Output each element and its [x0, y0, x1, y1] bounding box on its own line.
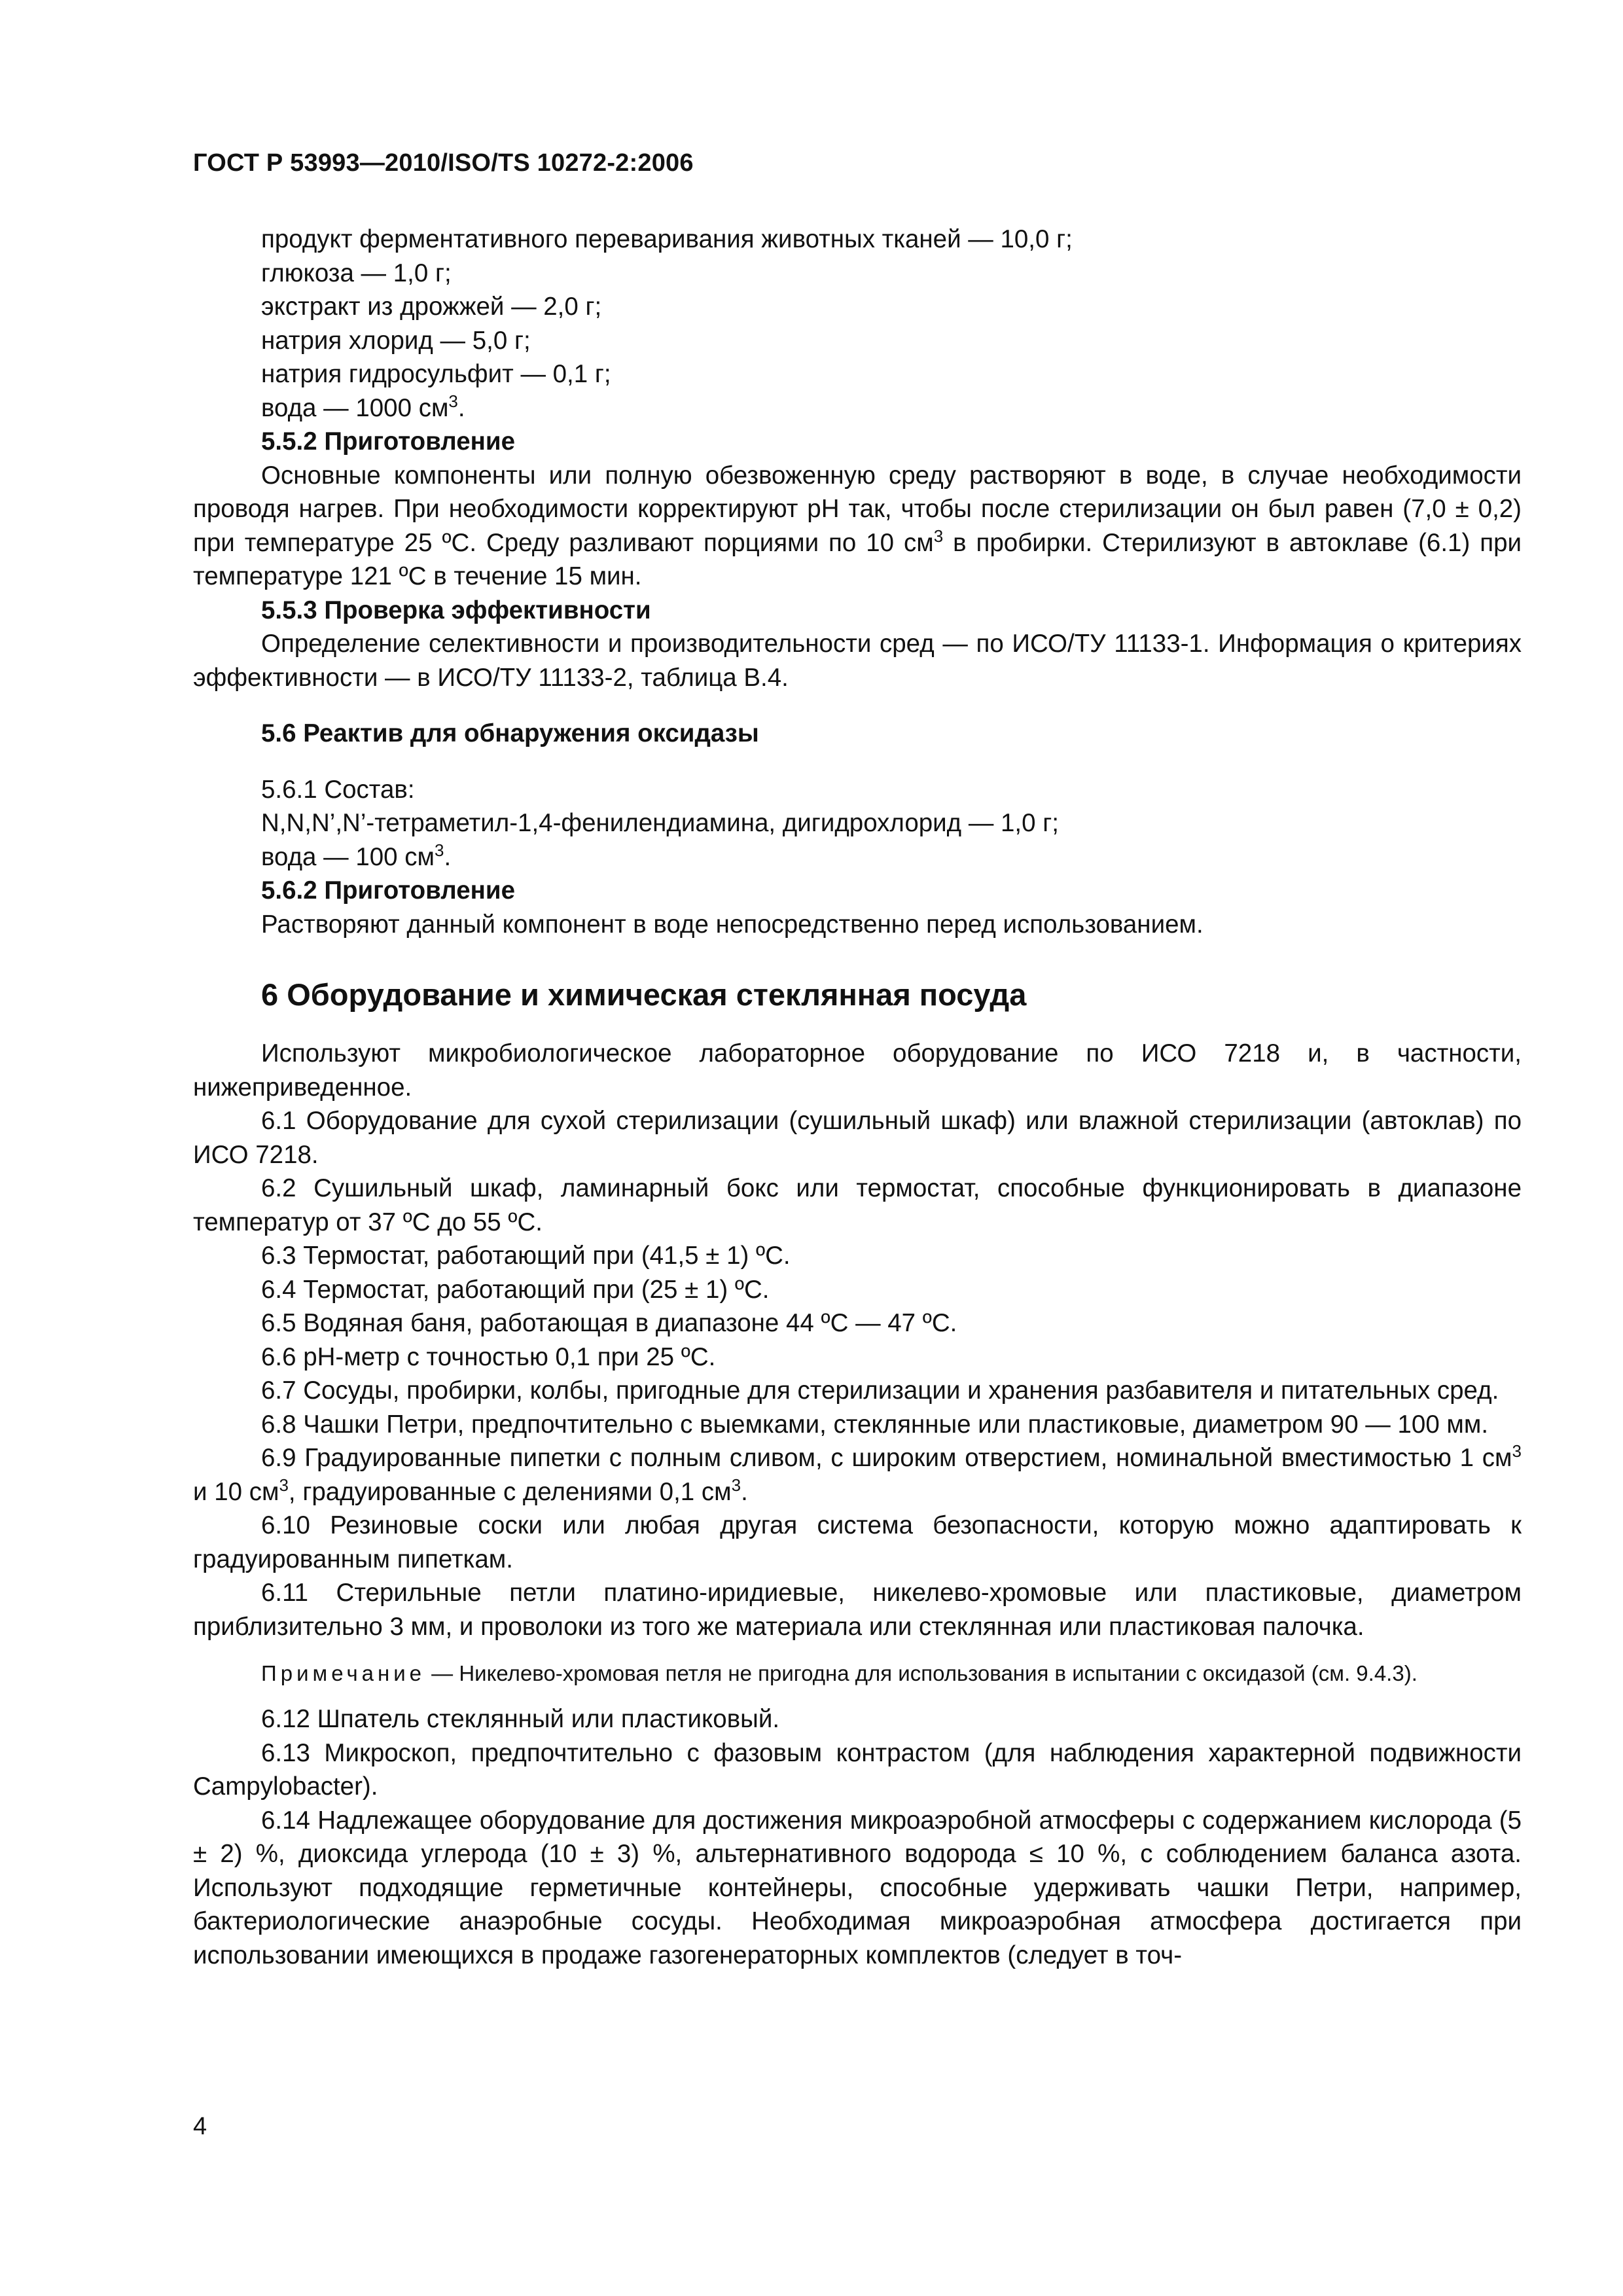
section-5-6-1: 5.6.1 Состав:	[261, 775, 415, 804]
item-6-8: 6.8 Чашки Петри, предпочтительно с выемками, стеклянные или пластиковые, диаметром 90 — 100 мм.	[261, 1410, 1489, 1439]
section-5-5-2-title: 5.5.2 Приготовление	[261, 427, 515, 456]
note-text: — Никелево-хромовая петля не пригодна для использования в испытании с оксидазой (см. 9.4.3).	[425, 1661, 1418, 1685]
item-6-5: 6.5 Водяная баня, работающая в диапазоне 44 ºС — 47 ºС.	[261, 1309, 957, 1337]
composition-item: продукт ферментативного переваривания животных тканей — 10,0 г;	[261, 225, 1073, 253]
item-6-1: 6.1 Оборудование для сухой стерилизации (сушильный шкаф) или влажной стерилизации (автоклав) по ИСО 7218.	[193, 1107, 1522, 1169]
item-6-11: 6.11 Стерильные петли платино-иридиевые, никелево-хромовые или пластиковые, диаметром приблизительно 3 мм, и проволоки из того же материала или стеклянная или пластиковая палочка.	[193, 1579, 1522, 1641]
section-5-5-2-text: Основные компоненты или полную обезвоженную среду растворяют в воде, в случае необходимости проводя нагрев. При необходимости корректируют рН так, чтобы после стерилизации он был равен (7,0 ± 0,2) при температуре 25 ºС. Среду разливают порциями по 10 $см^3$ в пробирки. Стерилизуют в автоклаве (6.1) при температуре 121 ºС в течение 15 мин.	[193, 461, 1522, 590]
section-5-5-3-text: Определение селективности и производительности сред — по ИСО/ТУ 11133-1. Информация о критериях эффективности — в ИСО/ТУ 11133-2, таблица В.4.	[193, 630, 1522, 692]
item-6-4: 6.4 Термостат, работающий при (25 ± 1) ºС.	[261, 1275, 770, 1304]
section-5-6-2-title: 5.6.2 Приготовление	[261, 876, 515, 905]
note	[193, 1659, 1522, 1688]
item-6-6: 6.6 рН-метр с точностью 0,1 при 25 ºС.	[261, 1342, 716, 1371]
section-5-6-title: 5.6 Реактив для обнаружения оксидазы	[261, 719, 759, 747]
item-6-12: 6.12 Шпатель стеклянный или пластиковый.	[261, 1705, 780, 1733]
item-6-14: 6.14 Надлежащее оборудование для достижения микроаэробной атмосферы с содержанием кислорода (5 ± 2) %, диоксида углерода (10 ± 3) %, альтернативного водорода ≤ 10 %, с соблюдением баланса азота. Используют подходящие герметичные контейнеры, способные удерживать чашки Петри, например, бактериологические анаэробные сосуды. Необходимая микроаэробная атмосфера достигается при использовании имеющихся в продаже газогенераторных комплектов (следует в точ-	[193, 1806, 1522, 1969]
composition-item: натрия хлорид — 5,0 г;	[261, 326, 531, 355]
composition-item: натрия гидросульфит — 0,1 г;	[261, 360, 611, 388]
section-5-5-3-title: 5.5.3 Проверка эффективности	[261, 596, 651, 624]
composition-item-water: вода — 1000 $см^3$.	[261, 391, 465, 422]
oxidase-reagent-item: N,N,N’,N’-тетраметил-1,4-фенилендиамина, дигидрохлорид — 1,0 г;	[261, 809, 1059, 837]
item-6-13: 6.13 Микроскоп, предпочтительно с фазовым контрастом (для наблюдения характерной подвижности Campylobacter).	[193, 1738, 1522, 1801]
page-number: 4	[193, 2113, 207, 2140]
standard-header: ГОСТ Р 53993—2010/ISO/TS 10272-2:2006	[193, 149, 694, 177]
section-6-heading: 6 Оборудование и химическая стеклянная посуда	[261, 977, 1027, 1012]
oxidase-water-item: вода — 100 $см^3$.	[261, 840, 452, 871]
item-6-7: 6.7 Сосуды, пробирки, колбы, пригодные для стерилизации и хранения разбавителя и питательных сред.	[261, 1376, 1499, 1405]
item-6-10: 6.10 Резиновые соски или любая другая система безопасности, которую можно адаптировать к градуированным пипеткам.	[193, 1511, 1522, 1573]
composition-item: экстракт из дрожжей — 2,0 г;	[261, 293, 602, 321]
item-6-2: 6.2 Сушильный шкаф, ламинарный бокс или термостат, способные функционировать в диапазоне температур от 37 ºС до 55 ºС.	[193, 1174, 1522, 1236]
section-6-intro: Используют микробиологическое лабораторное оборудование по ИСО 7218 и, в частности, нижеприведенное.	[193, 1039, 1522, 1102]
document-body	[193, 223, 1522, 1972]
note-label: Примечание	[261, 1661, 426, 1685]
item-6-9: 6.9 Градуированные пипетки с полным сливом, с широким отверстием, номинальной вместимостью 1 $см^3$ и 10 $см^3$, градуированные с делениями 0,1 $см^3$.	[193, 1441, 1522, 1506]
composition-item: глюкоза — 1,0 г;	[261, 259, 452, 287]
section-5-6-2-text: Растворяют данный компонент в воде непосредственно перед использованием.	[261, 910, 1204, 939]
item-6-3: 6.3 Термостат, работающий при (41,5 ± 1) ºС.	[261, 1242, 791, 1270]
